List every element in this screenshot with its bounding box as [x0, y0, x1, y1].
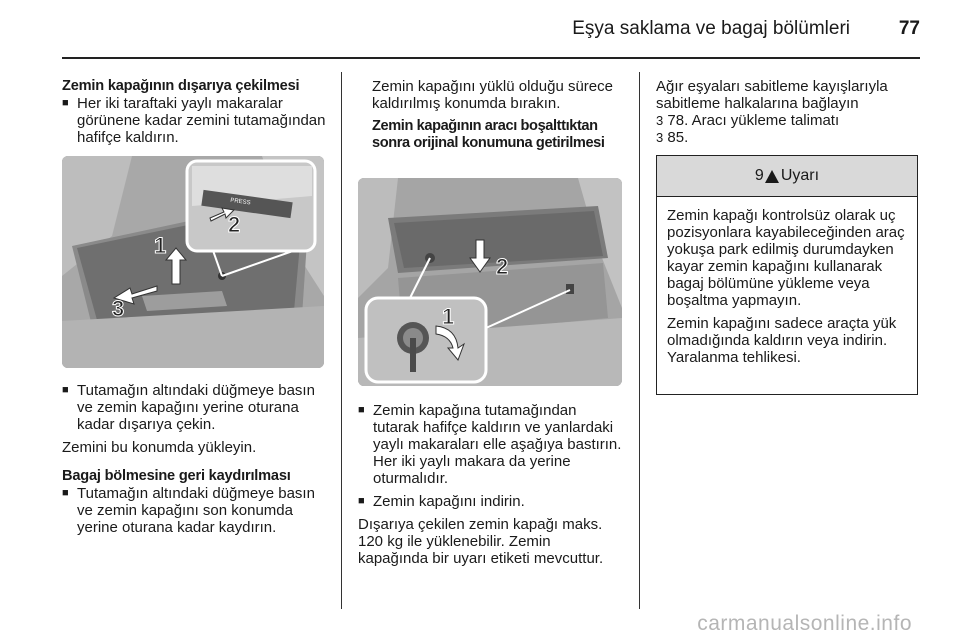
reference-arrow-icon: 3 — [656, 130, 664, 145]
warning-symbol: 9 — [754, 167, 764, 184]
column-1 — [62, 78, 326, 536]
warning-triangle-icon — [765, 170, 779, 183]
bullet-marker: ■ — [62, 384, 69, 396]
column-2 — [372, 78, 624, 152]
paragraph: Ağır eşyaları sabitleme kayışlarıyla sabitleme halkalarına bağlayın — [656, 78, 888, 112]
reference-arrow-icon: 3 — [656, 113, 664, 128]
bullet-marker: ■ — [62, 97, 69, 109]
callout-number: 2 — [228, 212, 241, 237]
press-label: PRESS — [229, 197, 251, 207]
watermark: carmanualsonline.info — [697, 612, 912, 635]
warning-title: Uyarı — [780, 167, 820, 184]
bullet-item — [358, 493, 624, 510]
column-2-lower — [358, 402, 624, 567]
callout-number: 2 — [496, 254, 509, 279]
bullet-item — [358, 402, 624, 487]
reference-text: 85. — [667, 129, 689, 146]
bullet-marker: ■ — [62, 487, 69, 499]
bullet-item — [62, 382, 326, 433]
paragraph: Zemini bu konumda yükleyin. — [62, 439, 257, 456]
section-heading: Zemin kapağının dışarıya çekilmesi — [62, 78, 300, 94]
callout-number: 1 — [442, 304, 455, 329]
bullet-text: Tutamağın altındaki düğmeye basın ve zemin kapağını son konumda yerine oturana kadar kaydırın. — [77, 485, 315, 536]
callout-number: 3 — [112, 296, 125, 321]
floor-lift-illustration — [358, 178, 622, 386]
bullet-text: Zemin kapağına tutamağından tutarak hafifçe kaldırın ve yanlardaki yaylı makaraları elle aşağıya bastırın. Her iki yaylı makara da yerine oturmalıdır. — [373, 402, 622, 487]
bullet-item — [62, 95, 326, 146]
bullet-item — [62, 485, 326, 536]
column-divider-1 — [341, 72, 342, 609]
bullet-text: Zemin kapağını indirin. — [373, 493, 525, 510]
header-rule — [62, 57, 920, 59]
warning-header — [657, 156, 917, 197]
bullet-text: Tutamağın altındaki düğmeye basın ve zemin kapağını yerine oturana kadar dışarıya çekin. — [77, 382, 315, 433]
warning-text: Zemin kapağı kontrolsüz olarak uç pozisyonlara kayabileceğinden araç yokuşa park edilmiş durumdayken kayar zemin kapağını kullanarak bagaj bölümüne yükleme veya boşaltma yapmayın. — [667, 207, 905, 309]
cross-reference[interactable] — [656, 129, 920, 146]
trunk-floor-illustration — [62, 156, 324, 368]
page-header-title: Eşya saklama ve bagaj bölümleri — [572, 18, 850, 39]
column-divider-2 — [639, 72, 640, 609]
section-heading: Bagaj bölmesine geri kaydırılması — [62, 468, 291, 484]
section-heading: Zemin kapağının aracı boşalttıktan sonra orijinal konumuna getirilmesi — [372, 118, 605, 151]
warning-box — [656, 155, 918, 395]
reference-text: 78. Aracı yükleme talimatı — [667, 112, 840, 129]
warning-body — [657, 197, 917, 376]
column-3 — [656, 78, 920, 146]
callout-number: 1 — [154, 233, 167, 258]
bullet-marker: ■ — [358, 495, 365, 507]
floor-lift-figure — [358, 178, 622, 386]
page-number: 77 — [898, 18, 920, 39]
bullet-text: Her iki taraftaki yaylı makaralar görünene kadar zemini tutamağından hafifçe kaldırın. — [77, 95, 326, 146]
paragraph: Dışarıya çekilen zemin kapağı maks. 120 kg ile yüklenebilir. Zemin kapağında bir uyarı etiketi mevcuttur. — [358, 516, 604, 567]
warning-text: Zemin kapağını sadece araçta yük olmadığında kaldırın veya indirin. Yaralanma tehlikesi. — [667, 315, 897, 366]
cross-reference[interactable] — [656, 112, 920, 129]
paragraph: Zemin kapağını yüklü olduğu sürece kaldırılmış konumda bırakın. — [372, 78, 613, 112]
trunk-floor-figure — [62, 156, 324, 368]
bullet-marker: ■ — [358, 404, 365, 416]
